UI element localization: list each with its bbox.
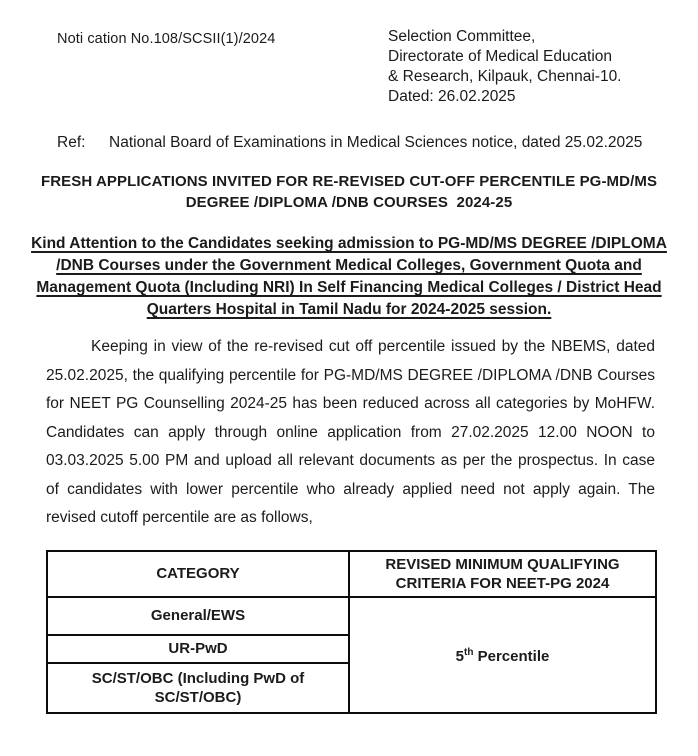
table-header-row — [47, 551, 656, 597]
document-title-line-1: FRESH APPLICATIONS INVITED FOR RE-REVISED CUT-OFF PERCENTILE PG-MD/MS — [40, 173, 658, 190]
criteria-unit-label: Percentile — [473, 648, 550, 665]
cutoff-percentile-table — [46, 550, 657, 714]
issuer-location: & Research, Kilpauk, Chennai-10. — [388, 68, 622, 85]
category-cell-general-ews: General/EWS — [47, 597, 349, 635]
criteria-value-cell — [349, 597, 656, 713]
issuer-directorate: Directorate of Medical Education — [388, 48, 613, 65]
document-date: Dated: 26.02.2025 — [388, 88, 516, 105]
reference-text: National Board of Examinations in Medical Sciences notice, dated 25.02.2025 — [109, 134, 643, 151]
attention-note: Kind Attention to the Candidates seeking admission to PG-MD/MS DEGREE /DIPLOMA /DNB Courses under the Government Medical Colleges, Government Quota and Management Quota (Including NRI) In Self Financing Medical Colleges / District Head Quarters Hospital in Tamil Nadu for 2024-2025 session. — [31, 235, 667, 318]
reference-label: Ref: — [57, 134, 86, 151]
category-cell-ur-pwd: UR-PwD — [47, 635, 349, 663]
document-header — [0, 27, 698, 107]
criteria-number: 5 — [455, 648, 464, 665]
criteria-ordinal-suffix: th — [464, 647, 474, 658]
issuer-address-block — [388, 27, 646, 107]
notification-number: Noti cation No.108/SCSII(1)/2024 — [57, 31, 276, 47]
issuer-name: Selection Committee, — [388, 28, 536, 45]
table-header-criteria: REVISED MINIMUM QUALIFYING CRITERIA FOR NEET-PG 2024 — [349, 551, 656, 597]
table-header-category: CATEGORY — [47, 551, 349, 597]
document-title-line-2: DEGREE /DIPLOMA /DNB COURSES 2024-25 — [185, 194, 513, 211]
document-title — [0, 171, 698, 213]
table-row — [47, 597, 656, 635]
body-paragraph: Keeping in view of the re-revised cut off percentile issued by the NBEMS, dated 25.02.2025, the qualifying percentile for PG-MD/MS DEGREE /DIPLOMA /DNB Courses for NEET PG Counselling 2024-25 has been reduced across all categories by MoHFW. Candidates can apply through online application from 27.02.2025 12.00 NOON to 03.03.2025 5.00 PM and upload all relevant documents as per the prospectus. In case of candidates with lower percentile who already applied need not apply again. The revised cutoff percentile are as follows, — [46, 338, 655, 526]
category-cell-sc-st-obc: SC/ST/OBC (Including PwD of SC/ST/OBC) — [47, 663, 349, 713]
reference-line — [0, 133, 698, 153]
